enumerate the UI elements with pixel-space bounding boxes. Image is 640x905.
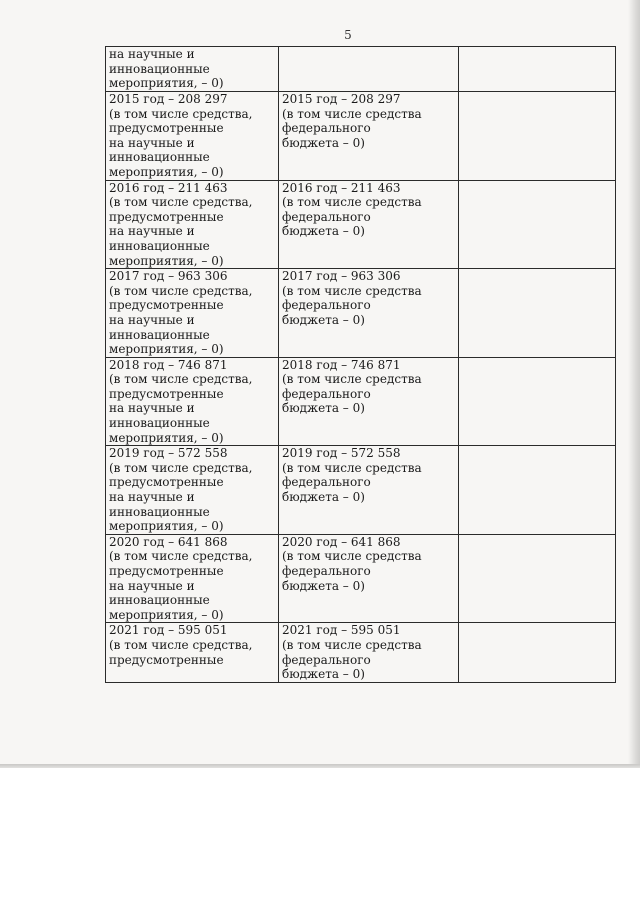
total-funding-cell: 2021 год – 595 051 (в том числе средства, предусмотренные bbox=[106, 623, 279, 682]
total-funding-cell: 2016 год – 211 463 (в том числе средства, предусмотренные на научные и инновационные мероприятия, – 0) bbox=[106, 180, 279, 269]
total-funding-cell: 2019 год – 572 558 (в том числе средства, предусмотренные на научные и инновационные мероприятия, – 0) bbox=[106, 446, 279, 535]
federal-funding-cell: 2017 год – 963 306 (в том числе средства федерального бюджета – 0) bbox=[279, 269, 459, 358]
empty-cell bbox=[459, 623, 616, 682]
table-row bbox=[106, 180, 616, 269]
table-row bbox=[106, 534, 616, 623]
empty-cell bbox=[459, 269, 616, 358]
table-row bbox=[106, 92, 616, 181]
federal-funding-cell bbox=[279, 47, 459, 92]
empty-cell bbox=[459, 446, 616, 535]
federal-funding-cell: 2015 год – 208 297 (в том числе средства федерального бюджета – 0) bbox=[279, 92, 459, 181]
scan-bottom-edge bbox=[0, 764, 640, 768]
federal-funding-cell: 2020 год – 641 868 (в том числе средства федерального бюджета – 0) bbox=[279, 534, 459, 623]
empty-cell bbox=[459, 47, 616, 92]
page-number: 5 bbox=[344, 28, 352, 42]
total-funding-cell: 2020 год – 641 868 (в том числе средства, предусмотренные на научные и инновационные мероприятия, – 0) bbox=[106, 534, 279, 623]
federal-funding-cell: 2021 год – 595 051 (в том числе средства федерального бюджета – 0) bbox=[279, 623, 459, 682]
federal-funding-cell: 2016 год – 211 463 (в том числе средства федерального бюджета – 0) bbox=[279, 180, 459, 269]
page-edge-shading bbox=[628, 0, 640, 768]
budget-table bbox=[105, 46, 616, 683]
table-row bbox=[106, 269, 616, 358]
federal-funding-cell: 2019 год – 572 558 (в том числе средства федерального бюджета – 0) bbox=[279, 446, 459, 535]
total-funding-cell: 2017 год – 963 306 (в том числе средства, предусмотренные на научные и инновационные мероприятия, – 0) bbox=[106, 269, 279, 358]
empty-cell bbox=[459, 92, 616, 181]
empty-cell bbox=[459, 180, 616, 269]
table-row bbox=[106, 47, 616, 92]
table-row bbox=[106, 357, 616, 446]
total-funding-cell: на научные и инновационные мероприятия, – 0) bbox=[106, 47, 279, 92]
total-funding-cell: 2015 год – 208 297 (в том числе средства, предусмотренные на научные и инновационные мероприятия, – 0) bbox=[106, 92, 279, 181]
empty-cell bbox=[459, 357, 616, 446]
empty-cell bbox=[459, 534, 616, 623]
total-funding-cell: 2018 год – 746 871 (в том числе средства, предусмотренные на научные и инновационные мероприятия, – 0) bbox=[106, 357, 279, 446]
table-row bbox=[106, 623, 616, 682]
table-row bbox=[106, 446, 616, 535]
federal-funding-cell: 2018 год – 746 871 (в том числе средства федерального бюджета – 0) bbox=[279, 357, 459, 446]
